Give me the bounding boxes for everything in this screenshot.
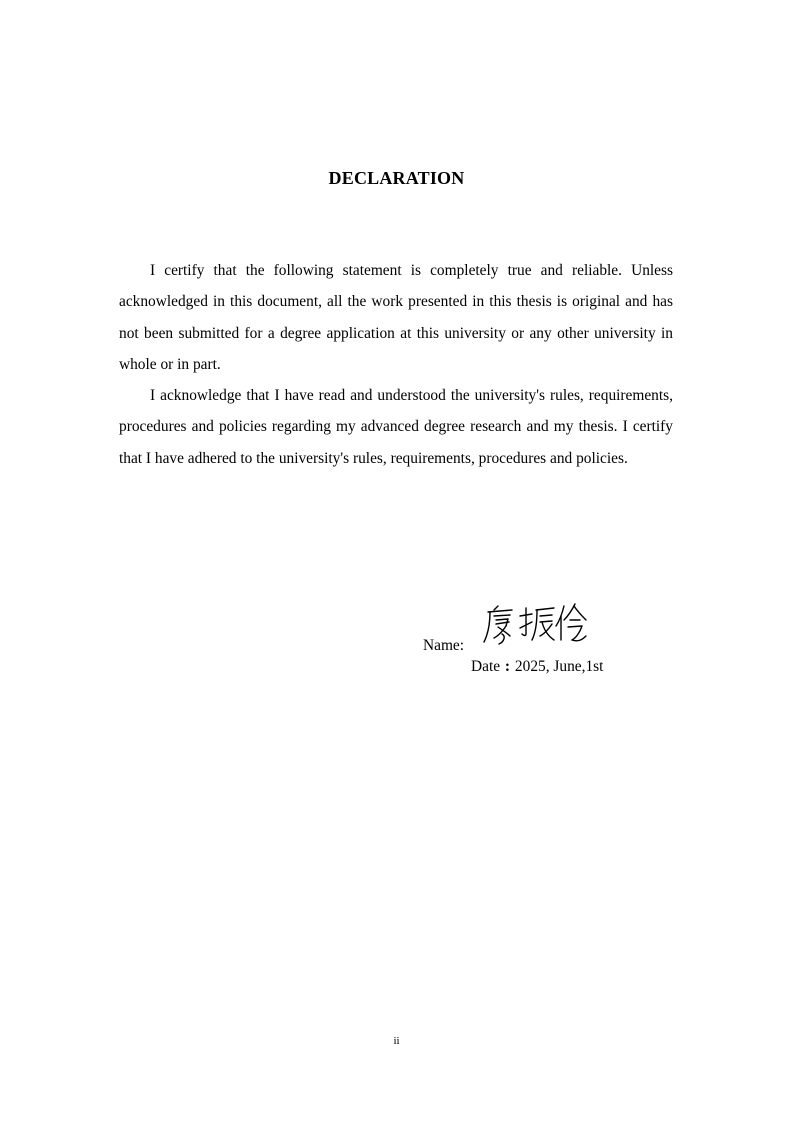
- declaration-paragraph-2: I acknowledge that I have read and understood the university's rules, requirements, procedures and policies regarding my advanced degree research and my thesis. I certify that I have adhered to the university's rules, requirements, procedures and policies.: [119, 387, 673, 467]
- page-number: ii: [393, 1035, 400, 1047]
- handwritten-signature: [482, 600, 588, 648]
- date-separator: :: [504, 658, 511, 675]
- declaration-paragraph-1: I certify that the following statement is completely true and reliable. Unless acknowledged in this document, all the work presented in this thesis is original and has not been submitted for a degree application at this university or any other university in whole or in part.: [119, 262, 673, 373]
- date-line: [471, 658, 603, 676]
- declaration-body: [119, 255, 673, 474]
- page-title: DECLARATION: [328, 168, 465, 188]
- date-value: 2025, June,1st: [514, 658, 604, 675]
- date-label: Date: [471, 658, 501, 675]
- name-label: Name:: [423, 637, 465, 654]
